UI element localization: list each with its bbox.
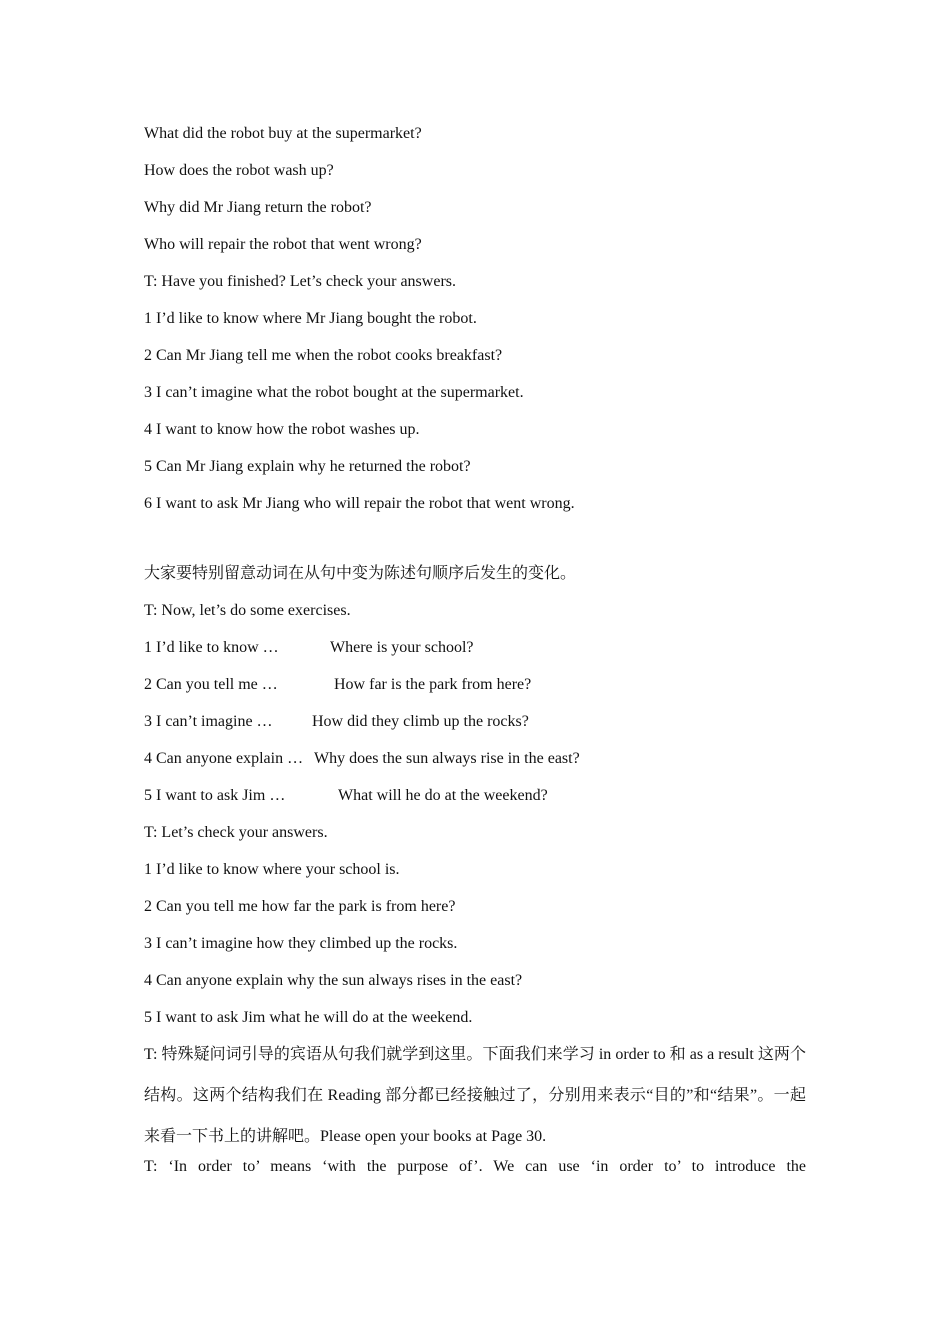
- answer-line: 6 I want to ask Mr Jiang who will repair the robot that went wrong.: [144, 495, 575, 512]
- answer-line: 3 I can’t imagine what the robot bought at the supermarket.: [144, 384, 524, 401]
- exercise-lead: 5 I want to ask Jim …: [144, 787, 286, 804]
- answer-line: 2 Can you tell me how far the park is from here?: [144, 898, 456, 915]
- answer-line: 2 Can Mr Jiang tell me when the robot cooks breakfast?: [144, 347, 503, 364]
- last-paragraph-line: T: ‘In order to’ means ‘with the purpose of’. We can use ‘in order to’ to introduce the: [144, 1158, 806, 1175]
- exercise-lead: 1 I’d like to know …: [144, 639, 279, 656]
- document-page: [144, 124, 806, 1194]
- chinese-note: 大家要特别留意动词在从句中变为陈述句顺序后发生的变化。: [144, 565, 577, 582]
- answer-line: 5 Can Mr Jiang explain why he returned the robot?: [144, 458, 471, 475]
- question-line: What did the robot buy at the supermarket?: [144, 125, 422, 142]
- teacher-check-prompt: T: Let’s check your answers.: [144, 824, 328, 841]
- exercise-line: [144, 675, 806, 695]
- exercise-line: [144, 749, 806, 769]
- exercise-line: [144, 638, 806, 658]
- answer-line: 4 I want to know how the robot washes up.: [144, 421, 420, 438]
- teacher-exercise-prompt: T: Now, let’s do some exercises.: [144, 602, 351, 619]
- exercise-question: How did they climb up the rocks?: [312, 713, 529, 730]
- answer-line: 3 I can’t imagine how they climbed up the rocks.: [144, 935, 458, 952]
- exercise-lead: 2 Can you tell me …: [144, 676, 278, 693]
- question-line: Who will repair the robot that went wrong?: [144, 236, 422, 253]
- blank-gap: [144, 531, 806, 564]
- exercise-question: What will he do at the weekend?: [338, 787, 548, 804]
- teacher-check-prompt: T: Have you finished? Let’s check your answers.: [144, 273, 456, 290]
- exercise-question: Why does the sun always rise in the east?: [314, 750, 580, 767]
- exercise-question: How far is the park from here?: [334, 676, 532, 693]
- exercise-line: [144, 712, 806, 732]
- answer-line: 4 Can anyone explain why the sun always rises in the east?: [144, 972, 523, 989]
- exercise-lead: 4 Can anyone explain …: [144, 750, 304, 767]
- answer-line: 5 I want to ask Jim what he will do at the weekend.: [144, 1009, 473, 1026]
- question-line: How does the robot wash up?: [144, 162, 334, 179]
- exercise-question: Where is your school?: [330, 639, 474, 656]
- question-line: Why did Mr Jiang return the robot?: [144, 199, 372, 216]
- exercise-line: [144, 786, 806, 806]
- intro-paragraph: T: 特殊疑问词引导的宾语从句我们就学到这里。下面我们来学习 in order to 和 as a result 这两个结构。这两个结构我们在 Reading 部分都已经接触过了，分别用来表示“目的”和“结果”。一起来看一下书上的讲解吧。Please open your books at Page 30.: [144, 1046, 806, 1145]
- exercise-lead: 3 I can’t imagine …: [144, 713, 273, 730]
- answer-line: 1 I’d like to know where your school is.: [144, 861, 400, 878]
- answer-line: 1 I’d like to know where Mr Jiang bought the robot.: [144, 310, 477, 327]
